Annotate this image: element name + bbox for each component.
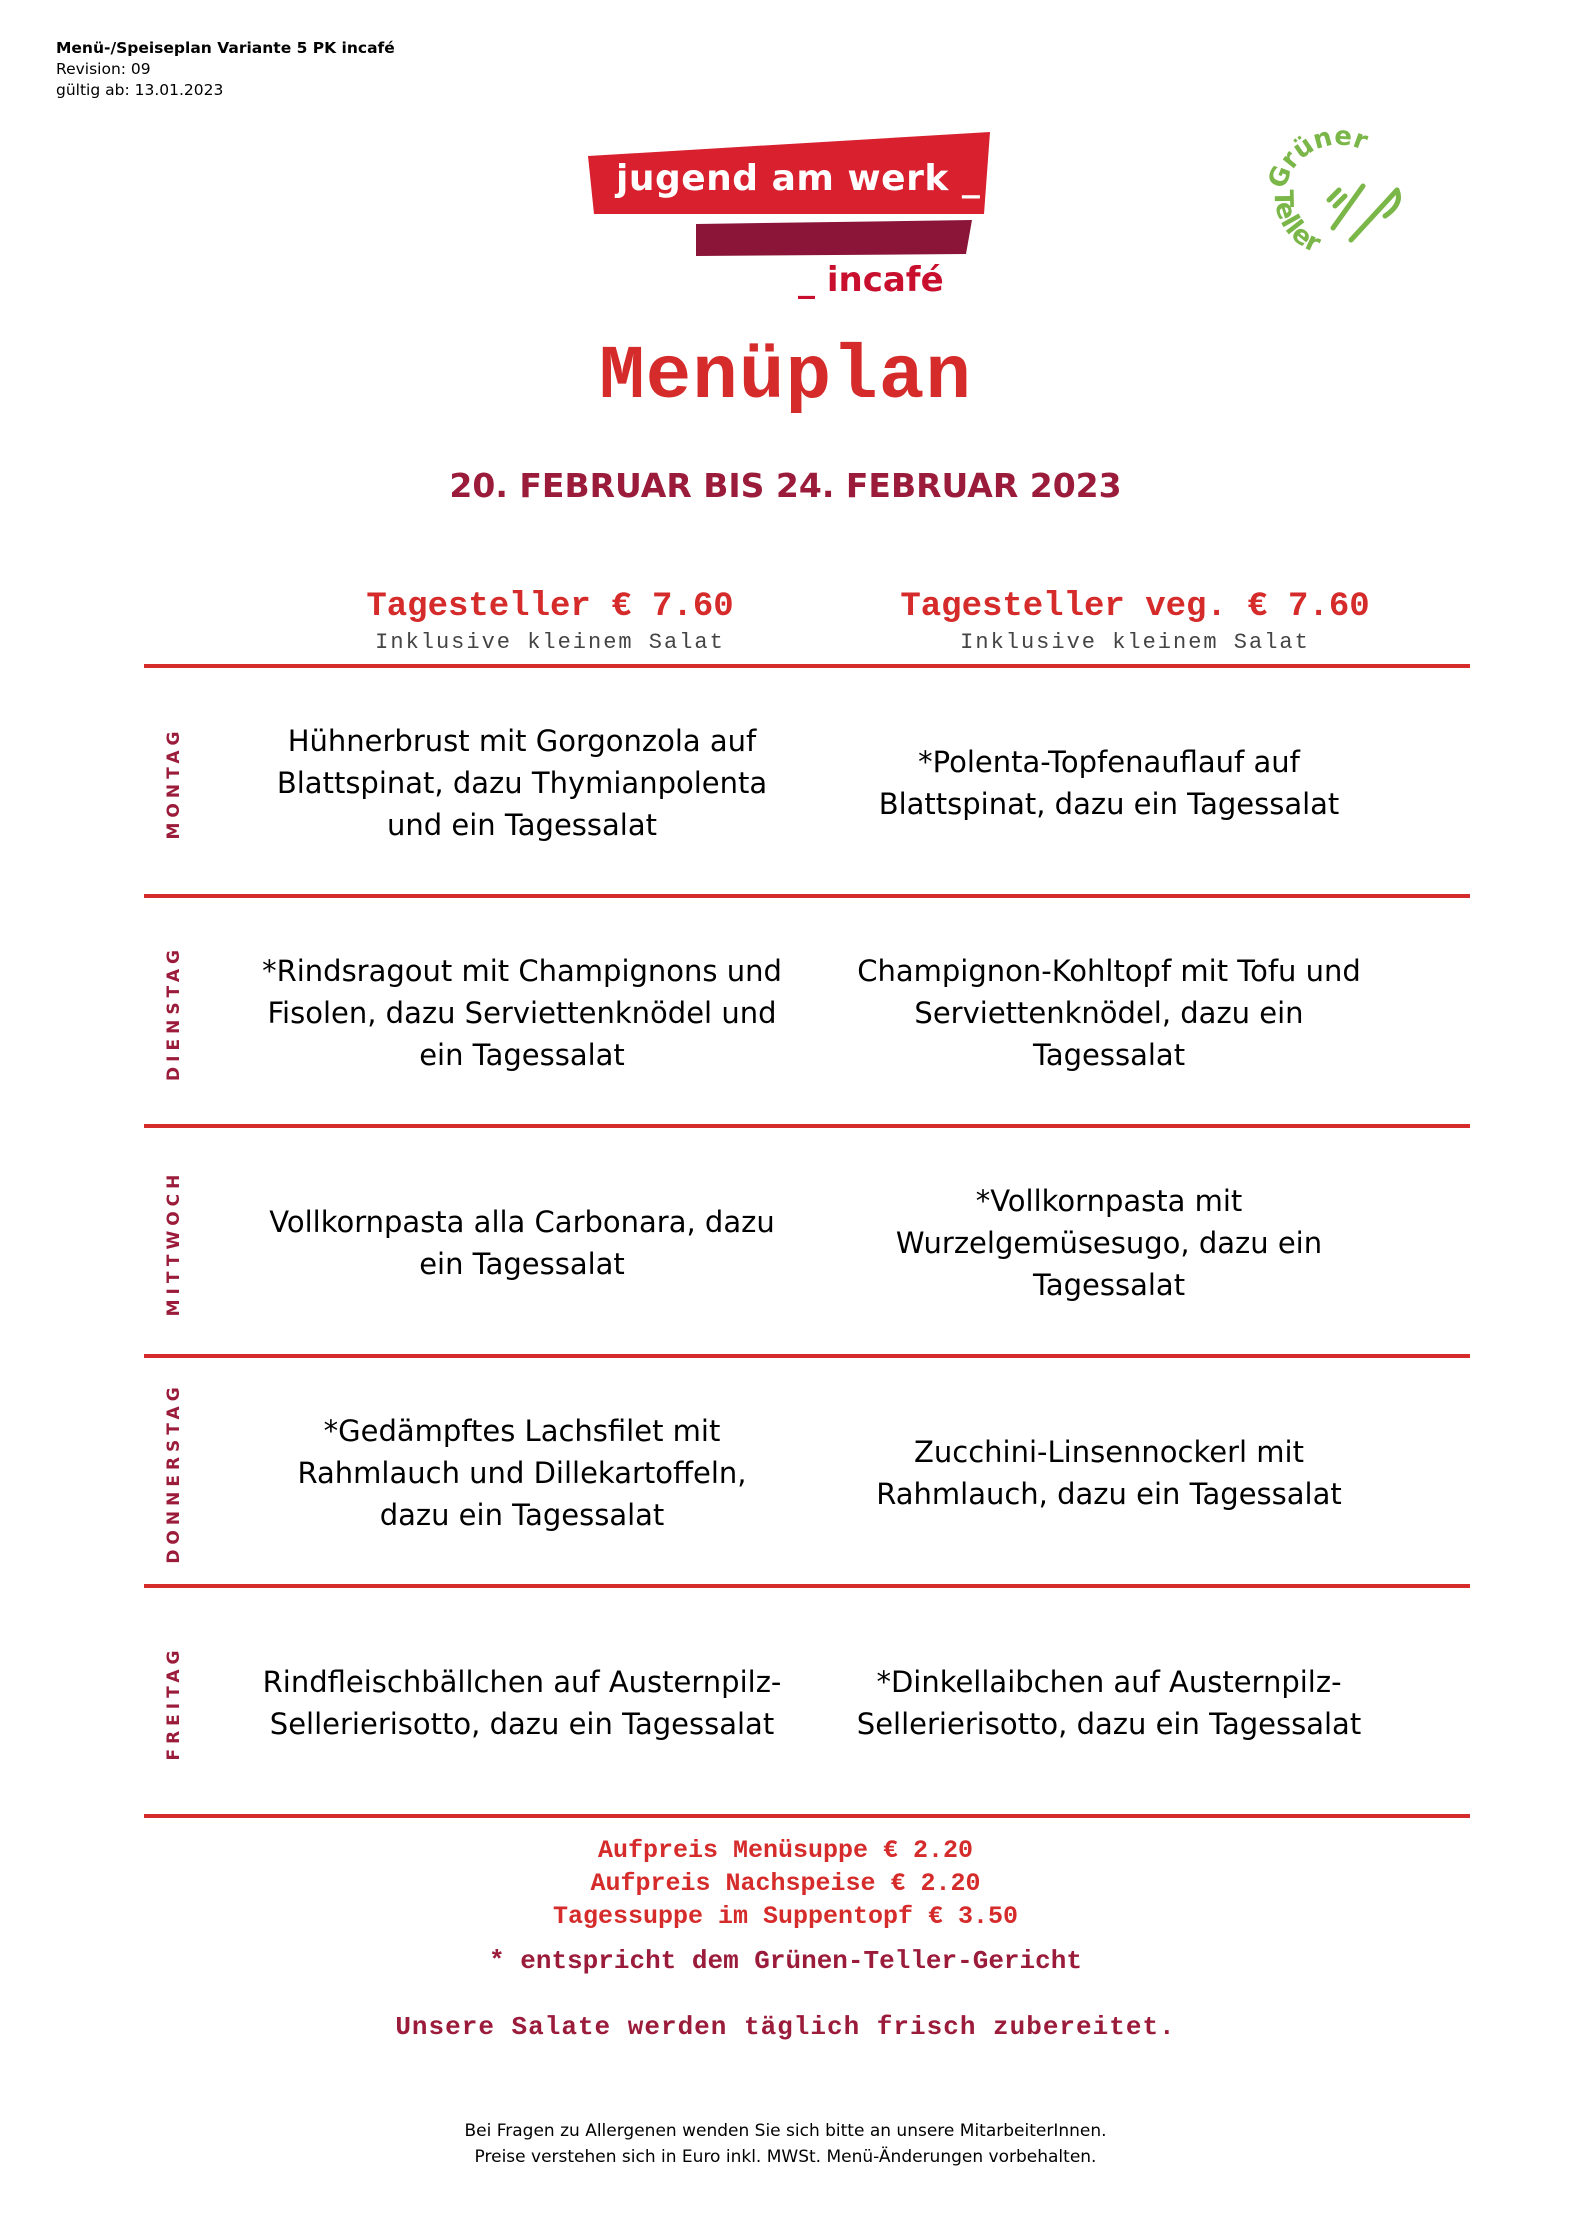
dish-meat: *Gedämpftes Lachsfilet mit Rahmlauch und Dillekartoffeln, dazu ein Tagessalat (297, 1414, 747, 1532)
dish-meat: Rindfleischbällchen auf Austernpilz-Sellerierisotto, dazu ein Tagessalat (262, 1665, 782, 1741)
day-label: DIENSTAG (164, 945, 184, 1081)
column-header-veg (855, 588, 1415, 655)
dish-veg: *Polenta-Topfenauflauf auf Blattspinat, dazu ein Tagessalat (878, 745, 1340, 821)
day-label: MITTWOCH (164, 1169, 184, 1317)
divider (144, 664, 1470, 668)
column-header-meat (270, 588, 830, 655)
footer-line: Preise verstehen sich in Euro inkl. MWSt. Menü-Änderungen vorbehalten. (474, 2147, 1097, 2167)
gruener-teller-icon (1255, 130, 1415, 270)
footer-line: Bei Fragen zu Allergenen wenden Sie sich bitte an unsere MitarbeiterInnen. (464, 2121, 1107, 2141)
column-price-label: Tagesteller € 7.60 (366, 588, 734, 626)
gruener-teller-note: * entspricht dem Grünen-Teller-Gericht (489, 1946, 1082, 1976)
svg-text:Teller (1268, 189, 1326, 259)
jugend-am-werk-logo (588, 132, 998, 302)
document-header (56, 38, 395, 101)
column-subtitle: Inklusive kleinem Salat (375, 630, 725, 655)
page-title: Menüplan (599, 334, 972, 420)
dish-meat: *Rindsragout mit Champignons und Fisolen, dazu Serviettenknödel und ein Tagessalat (262, 954, 782, 1072)
column-price-label: Tagesteller veg. € 7.60 (900, 588, 1370, 626)
date-range: 20. FEBRUAR BIS 24. FEBRUAR 2023 (449, 466, 1122, 505)
logo-main-text: jugend am werk _ (616, 158, 981, 199)
day-label: MONTAG (164, 726, 184, 840)
day-row-thursday (144, 1360, 1470, 1586)
dish-meat: Vollkornpasta alla Carbonara, dazu ein Tagessalat (269, 1205, 775, 1281)
dish-veg: Zucchini-Linsennockerl mit Rahmlauch, dazu ein Tagessalat (876, 1435, 1342, 1511)
svg-text:Grüner (1263, 130, 1372, 192)
day-label: DONNERSTAG (164, 1382, 184, 1564)
salad-note: Unsere Salate werden täglich frisch zubereitet. (395, 2012, 1176, 2042)
dish-veg: *Vollkornpasta mit Wurzelgemüsesugo, dazu ein Tagessalat (895, 1184, 1323, 1302)
day-row-friday (144, 1590, 1470, 1816)
surcharge-item: Tagessuppe im Suppentopf € 3.50 (552, 1902, 1019, 1931)
dish-veg: Champignon-Kohltopf mit Tofu und Serviettenknödel, dazu ein Tagessalat (857, 954, 1361, 1072)
gruener-teller-badge (1255, 130, 1415, 270)
footer (0, 2118, 1571, 2170)
day-row-monday (144, 670, 1470, 896)
dish-veg: *Dinkellaibchen auf Austernpilz-Sellerierisotto, dazu ein Tagessalat (856, 1665, 1362, 1741)
surcharge-item: Aufpreis Menüsuppe € 2.20 (597, 1836, 974, 1865)
badge-line1: Grüner (1262, 130, 1372, 193)
valid-from-label: gültig ab: 13.01.2023 (56, 81, 224, 99)
divider (144, 1814, 1470, 1818)
document-title: Menü-/Speiseplan Variante 5 PK incafé (56, 39, 395, 57)
day-row-tuesday (144, 900, 1470, 1126)
dish-meat: Hühnerbrust mit Gorgonzola auf Blattspinat, dazu Thymianpolenta und ein Tagessalat (276, 724, 768, 842)
column-subtitle: Inklusive kleinem Salat (960, 630, 1310, 655)
divider (144, 894, 1470, 898)
day-row-wednesday (144, 1130, 1470, 1356)
surcharge-list (0, 1834, 1571, 1933)
logo-sub-text: _ incafé (798, 260, 944, 300)
divider (144, 1354, 1470, 1358)
divider (144, 1124, 1470, 1128)
day-label: FREITAG (164, 1645, 184, 1761)
badge-line2: Teller (1267, 189, 1325, 260)
surcharge-item: Aufpreis Nachspeise € 2.20 (590, 1869, 981, 1898)
divider (144, 1584, 1470, 1588)
revision-label: Revision: 09 (56, 60, 151, 78)
